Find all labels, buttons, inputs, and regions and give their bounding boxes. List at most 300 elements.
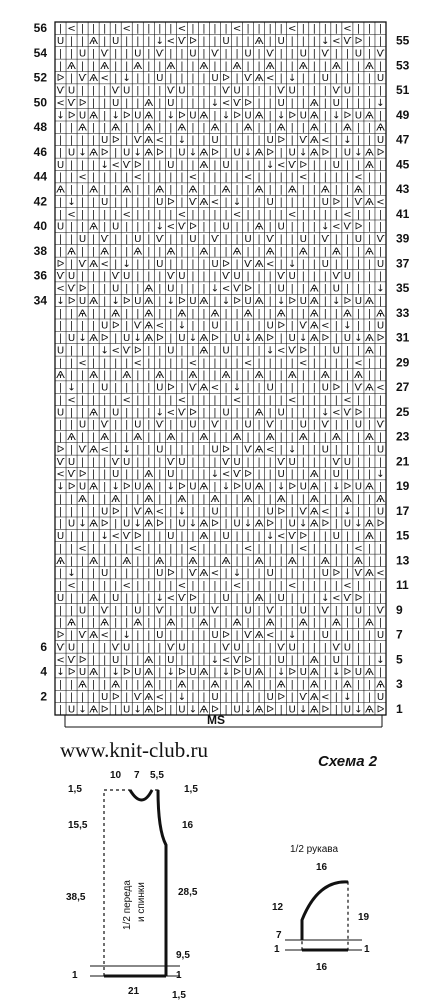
- stitch-symbol: |: [147, 543, 151, 555]
- stitch-symbol: |: [147, 209, 151, 221]
- stitch-symbol: |: [180, 432, 184, 444]
- stitch-symbol: |: [202, 469, 206, 481]
- stitch-symbol: ↓: [111, 667, 120, 679]
- stitch-symbol: |: [213, 580, 217, 592]
- stitch-symbol: |: [80, 617, 85, 629]
- stitch-symbol: |: [213, 159, 217, 171]
- stitch-symbol: |: [345, 531, 350, 543]
- stitch-symbol: |: [279, 209, 283, 221]
- stitch-symbol: ↓: [133, 704, 142, 716]
- stitch-symbol: |: [202, 407, 206, 419]
- stitch-symbol: |: [147, 419, 151, 431]
- stitch-symbol: ↓: [210, 469, 220, 481]
- stitch-symbol: |: [180, 382, 184, 394]
- stitch-symbol: |: [312, 580, 316, 592]
- stitch-symbol: Ѧ: [89, 147, 99, 159]
- body-caption-line2: и спинки: [136, 882, 147, 922]
- stitch-symbol: ᐅ: [122, 295, 131, 307]
- stitch-symbol: Ѧ: [122, 555, 132, 567]
- stitch-symbol: |: [356, 122, 361, 134]
- stitch-symbol: |: [235, 308, 239, 320]
- stitch-symbol: ↓: [78, 518, 87, 530]
- stitch-symbol: Ѵ: [266, 605, 275, 617]
- stitch-symbol: |: [58, 122, 63, 134]
- stitch-symbol: |: [69, 48, 74, 60]
- stitch-symbol: |: [268, 110, 272, 122]
- stitch-symbol: |: [323, 679, 328, 691]
- stitch-symbol: |: [69, 357, 74, 369]
- stitch-symbol: |: [136, 85, 140, 97]
- stitch-symbol: |: [323, 122, 328, 134]
- stitch-symbol: Ѵ: [321, 419, 330, 431]
- stitch-symbol: ᐅ: [233, 481, 241, 493]
- stitch-symbol: U: [321, 73, 329, 85]
- stitch-symbol: |: [102, 407, 107, 419]
- stitch-symbol: |: [213, 221, 217, 233]
- body-left-dim-3: 38,5: [66, 892, 86, 903]
- stitch-symbol: |: [268, 592, 272, 604]
- stitch-symbol: ᐅ: [78, 654, 87, 666]
- stitch-symbol: |: [323, 357, 328, 369]
- row-number-left: 38: [33, 243, 47, 258]
- stitch-symbol: |: [257, 308, 261, 320]
- stitch-symbol: |: [147, 568, 151, 580]
- stitch-symbol: |: [290, 122, 294, 134]
- stitch-symbol: |: [378, 432, 383, 444]
- stitch-symbol: |: [136, 679, 140, 691]
- stitch-symbol: |: [102, 283, 107, 295]
- stitch-symbol: ᐅ: [56, 444, 65, 456]
- row-number-left: 48: [33, 120, 47, 135]
- stitch-symbol: ↓: [221, 481, 231, 493]
- stitch-symbol: |: [312, 48, 316, 60]
- stitch-symbol: |: [356, 73, 361, 85]
- row-number-right: 7: [396, 627, 403, 642]
- stitch-symbol: |: [323, 110, 328, 122]
- stitch-symbol: |: [69, 234, 74, 246]
- stitch-symbol: |: [367, 691, 372, 703]
- stitch-symbol: |: [279, 60, 283, 72]
- stitch-symbol: Ѧ: [309, 506, 319, 518]
- stitch-symbol: <: [332, 407, 341, 419]
- stitch-symbol: Ѧ: [309, 320, 319, 332]
- stitch-symbol: Ѧ: [376, 679, 385, 691]
- stitch-symbol: Ѧ: [133, 60, 143, 72]
- stitch-symbol: |: [257, 85, 261, 97]
- stitch-symbol: |: [80, 568, 85, 580]
- stitch-symbol: |: [102, 357, 107, 369]
- stitch-symbol: |: [191, 506, 195, 518]
- stitch-symbol: U: [244, 48, 252, 60]
- stitch-symbol: |: [257, 506, 261, 518]
- stitch-symbol: |: [191, 209, 195, 221]
- stitch-symbol: |: [213, 271, 217, 283]
- stitch-symbol: ᐅ: [155, 147, 164, 159]
- stitch-symbol: Ѵ: [133, 506, 142, 518]
- stitch-symbol: Ѧ: [111, 122, 121, 134]
- stitch-symbol: |: [279, 444, 283, 456]
- stitch-symbol: <: [221, 654, 231, 666]
- stitch-symbol: |: [191, 246, 195, 258]
- stitch-symbol: |: [147, 407, 151, 419]
- stitch-symbol: |: [356, 654, 361, 666]
- stitch-symbol: |: [58, 419, 63, 431]
- stitch-symbol: <: [243, 543, 253, 555]
- stitch-symbol: <: [67, 23, 76, 35]
- stitch-symbol: Ѧ: [89, 110, 99, 122]
- stitch-symbol: |: [91, 605, 96, 617]
- stitch-symbol: Ѧ: [298, 246, 308, 258]
- stitch-symbol: |: [58, 568, 63, 580]
- stitch-symbol: Ѵ: [67, 469, 76, 481]
- stitch-symbol: <: [288, 394, 297, 406]
- stitch-symbol: U: [266, 196, 274, 208]
- stitch-symbol: Ѧ: [331, 246, 341, 258]
- stitch-symbol: |: [312, 23, 316, 35]
- stitch-symbol: U: [178, 518, 186, 530]
- stitch-symbol: U: [288, 85, 296, 97]
- stitch-symbol: U: [134, 110, 142, 122]
- stitch-symbol: |: [378, 407, 383, 419]
- stitch-symbol: |: [91, 679, 96, 691]
- stitch-symbol: U: [100, 568, 109, 580]
- stitch-symbol: |: [378, 23, 383, 35]
- stitch-symbol: ᐅ: [100, 704, 109, 716]
- stitch-symbol: |: [180, 370, 184, 382]
- stitch-symbol: |: [147, 258, 151, 270]
- stitch-symbol: ᐅ: [155, 518, 164, 530]
- stitch-symbol: Ѧ: [89, 258, 99, 270]
- stitch-symbol: Ѧ: [309, 493, 319, 505]
- stitch-symbol: Ѧ: [365, 704, 374, 716]
- stitch-symbol: U: [332, 531, 341, 543]
- stitch-symbol: |: [125, 36, 129, 48]
- stitch-symbol: |: [91, 357, 96, 369]
- stitch-symbol: |: [202, 209, 206, 221]
- stitch-symbol: U: [211, 630, 219, 642]
- stitch-symbol: |: [246, 209, 250, 221]
- stitch-symbol: ↓: [177, 506, 187, 518]
- stitch-symbol: Ѧ: [243, 493, 253, 505]
- stitch-symbol: U: [178, 85, 186, 97]
- stitch-symbol: |: [268, 36, 272, 48]
- stitch-symbol: Ѧ: [331, 60, 341, 72]
- stitch-symbol: |: [345, 184, 350, 196]
- stitch-symbol: |: [301, 283, 305, 295]
- stitch-symbol: <: [177, 580, 187, 592]
- stitch-symbol: |: [180, 630, 184, 642]
- row-number-right: 19: [396, 479, 410, 494]
- stitch-symbol: Ѧ: [199, 481, 209, 493]
- stitch-symbol: Ѵ: [67, 97, 76, 109]
- stitch-symbol: |: [312, 234, 316, 246]
- stitch-symbol: <: [243, 357, 253, 369]
- stitch-symbol: |: [169, 48, 173, 60]
- stitch-symbol: Ѵ: [266, 234, 275, 246]
- stitch-symbol: |: [102, 97, 107, 109]
- stitch-symbol: ᐅ: [244, 469, 252, 481]
- stitch-symbol: ↓: [188, 147, 198, 159]
- stitch-symbol: |: [323, 432, 328, 444]
- stitch-symbol: |: [257, 469, 261, 481]
- stitch-symbol: |: [158, 23, 162, 35]
- stitch-symbol: |: [69, 135, 74, 147]
- stitch-symbol: |: [202, 691, 206, 703]
- stitch-symbol: Ѵ: [277, 642, 286, 654]
- stitch-symbol: |: [102, 209, 107, 221]
- stitch-symbol: Ѧ: [365, 432, 374, 444]
- stitch-symbol: ↓: [133, 147, 142, 159]
- stitch-symbol: |: [279, 568, 283, 580]
- stitch-symbol: Ѧ: [144, 654, 154, 666]
- stitch-symbol: |: [69, 691, 74, 703]
- stitch-symbol: Ѧ: [133, 432, 143, 444]
- stitch-symbol: ↓: [155, 36, 165, 48]
- stitch-symbol: |: [378, 110, 383, 122]
- stitch-symbol: |: [202, 85, 206, 97]
- stitch-symbol: <: [343, 580, 352, 592]
- stitch-symbol: U: [321, 258, 329, 270]
- stitch-symbol: ↓: [78, 704, 87, 716]
- stitch-symbol: U: [332, 654, 341, 666]
- stitch-symbol: <: [111, 159, 120, 171]
- stitch-symbol: |: [367, 654, 372, 666]
- stitch-symbol: ᐅ: [67, 295, 76, 307]
- stitch-symbol: |: [257, 209, 261, 221]
- stitch-symbol: |: [312, 184, 316, 196]
- stitch-symbol: <: [232, 23, 242, 35]
- stitch-symbol: <: [232, 580, 242, 592]
- stitch-symbol: ᐅ: [332, 382, 341, 394]
- stitch-symbol: ↓: [100, 345, 109, 357]
- stitch-symbol: U: [299, 234, 307, 246]
- stitch-symbol: |: [367, 469, 372, 481]
- stitch-symbol: |: [158, 667, 162, 679]
- stitch-symbol: |: [125, 617, 129, 629]
- stitch-symbol: |: [268, 654, 272, 666]
- stitch-symbol: |: [235, 493, 239, 505]
- stitch-symbol: |: [312, 258, 316, 270]
- stitch-symbol: |: [191, 531, 195, 543]
- stitch-symbol: |: [158, 394, 162, 406]
- stitch-symbol: |: [268, 469, 272, 481]
- stitch-symbol: U: [112, 407, 120, 419]
- stitch-symbol: Ѧ: [365, 147, 374, 159]
- stitch-symbol: U: [78, 48, 87, 60]
- stitch-symbol: |: [290, 432, 294, 444]
- row-number-right: 51: [396, 83, 410, 98]
- stitch-symbol: |: [257, 419, 261, 431]
- stitch-symbol: |: [58, 172, 63, 184]
- stitch-symbol: U: [100, 196, 109, 208]
- stitch-symbol: |: [224, 382, 228, 394]
- stitch-symbol: |: [301, 271, 305, 283]
- stitch-symbol: |: [356, 345, 361, 357]
- stitch-symbol: U: [288, 704, 296, 716]
- stitch-symbol: |: [268, 493, 272, 505]
- stitch-symbol: U: [134, 48, 142, 60]
- stitch-symbol: U: [299, 481, 307, 493]
- stitch-symbol: |: [158, 357, 162, 369]
- stitch-symbol: |: [147, 159, 151, 171]
- stitch-symbol: |: [268, 172, 272, 184]
- stitch-symbol: Ѧ: [67, 432, 76, 444]
- stitch-symbol: |: [367, 172, 372, 184]
- stitch-symbol: ᐅ: [321, 704, 330, 716]
- stitch-symbol: |: [69, 221, 74, 233]
- stitch-symbol: |: [58, 246, 63, 258]
- stitch-symbol: Ѧ: [177, 308, 187, 320]
- stitch-symbol: U: [343, 456, 352, 468]
- stitch-symbol: U: [189, 48, 197, 60]
- stitch-symbol: <: [343, 23, 352, 35]
- stitch-symbol: ↓: [100, 159, 109, 171]
- stitch-symbol: U: [134, 605, 142, 617]
- stitch-symbol: |: [235, 345, 239, 357]
- stitch-symbol: |: [378, 159, 383, 171]
- row-number-right: 21: [396, 454, 410, 469]
- stitch-symbol: |: [345, 196, 350, 208]
- stitch-symbol: |: [102, 580, 107, 592]
- stitch-symbol: ᐅ: [189, 36, 197, 48]
- stitch-symbol: Ѧ: [144, 481, 154, 493]
- stitch-symbol: |: [356, 23, 361, 35]
- stitch-symbol: |: [323, 209, 328, 221]
- stitch-symbol: U: [332, 159, 341, 171]
- stitch-symbol: |: [312, 555, 316, 567]
- stitch-symbol: |: [235, 370, 239, 382]
- stitch-symbol: |: [235, 605, 239, 617]
- stitch-symbol: |: [323, 617, 328, 629]
- stitch-symbol: |: [235, 73, 239, 85]
- stitch-symbol: |: [147, 456, 151, 468]
- stitch-symbol: Ѧ: [254, 258, 264, 270]
- stitch-symbol: |: [279, 382, 283, 394]
- stitch-symbol: |: [136, 122, 140, 134]
- stitch-symbol: Ѧ: [89, 704, 99, 716]
- stitch-symbol: |: [224, 419, 228, 431]
- stitch-symbol: Ѧ: [144, 704, 154, 716]
- stitch-symbol: |: [202, 283, 206, 295]
- stitch-symbol: |: [91, 97, 96, 109]
- stitch-symbol: U: [277, 469, 285, 481]
- stitch-symbol: |: [147, 246, 151, 258]
- stitch-symbol: |: [147, 234, 151, 246]
- stitch-symbol: |: [323, 283, 328, 295]
- stitch-symbol: Ѧ: [276, 493, 286, 505]
- stitch-symbol: |: [169, 135, 173, 147]
- stitch-symbol: Ѵ: [343, 36, 352, 48]
- stitch-symbol: |: [378, 271, 383, 283]
- stitch-symbol: |: [113, 209, 118, 221]
- stitch-symbol: U: [100, 382, 109, 394]
- stitch-symbol: |: [345, 630, 350, 642]
- stitch-symbol: |: [312, 357, 316, 369]
- stitch-symbol: |: [80, 555, 85, 567]
- stitch-symbol: ↓: [133, 333, 142, 345]
- row-number-left: 50: [33, 95, 47, 110]
- stitch-symbol: |: [345, 246, 350, 258]
- stitch-symbol: |: [91, 345, 96, 357]
- stitch-symbol: U: [354, 110, 363, 122]
- stitch-symbol: |: [224, 209, 228, 221]
- stitch-symbol: U: [233, 456, 241, 468]
- stitch-symbol: Ѧ: [166, 617, 176, 629]
- stitch-symbol: |: [268, 308, 272, 320]
- stitch-symbol: |: [69, 592, 74, 604]
- stitch-symbol: |: [301, 370, 305, 382]
- stitch-symbol: |: [246, 531, 250, 543]
- stitch-symbol: ↓: [78, 333, 87, 345]
- stitch-symbol: Ѧ: [342, 493, 352, 505]
- stitch-symbol: |: [246, 456, 250, 468]
- stitch-symbol: U: [266, 320, 274, 332]
- stitch-symbol: |: [180, 196, 184, 208]
- stitch-symbol: Ѧ: [365, 531, 374, 543]
- stitch-symbol: |: [202, 543, 206, 555]
- stitch-symbol: ↓: [122, 444, 131, 456]
- stitch-symbol: Ѵ: [354, 382, 363, 394]
- stitch-symbol: |: [246, 617, 250, 629]
- stitch-symbol: |: [378, 617, 383, 629]
- body-right-dim-4: 9,5: [176, 950, 190, 961]
- stitch-symbol: Ѵ: [177, 221, 186, 233]
- stitch-symbol: |: [102, 308, 107, 320]
- stitch-symbol: U: [67, 642, 76, 654]
- stitch-symbol: |: [356, 531, 361, 543]
- stitch-symbol: U: [189, 605, 197, 617]
- stitch-symbol: U: [156, 73, 164, 85]
- stitch-symbol: |: [102, 493, 107, 505]
- stitch-symbol: ↓: [332, 110, 341, 122]
- stitch-symbol: ↓: [243, 333, 253, 345]
- stitch-symbol: |: [279, 704, 283, 716]
- stitch-symbol: Ѧ: [309, 333, 319, 345]
- stitch-symbol: |: [191, 258, 195, 270]
- stitch-symbol: ↓: [343, 506, 352, 518]
- stitch-symbol: |: [202, 654, 206, 666]
- stitch-symbol: Ѧ: [199, 333, 209, 345]
- stitch-symbol: |: [91, 234, 96, 246]
- stitch-symbol: |: [367, 184, 372, 196]
- stitch-symbol: <: [354, 172, 363, 184]
- stitch-symbol: |: [268, 580, 272, 592]
- stitch-symbol: Ѧ: [276, 122, 286, 134]
- stitch-symbol: Ѧ: [309, 469, 319, 481]
- stitch-symbol: |: [136, 184, 140, 196]
- stitch-symbol: U: [123, 271, 131, 283]
- stitch-symbol: |: [334, 122, 339, 134]
- stitch-symbol: U: [123, 333, 131, 345]
- stitch-symbol: |: [58, 691, 63, 703]
- stitch-symbol: ↓: [188, 704, 198, 716]
- stitch-symbol: ᐅ: [111, 135, 120, 147]
- stitch-symbol: ᐅ: [122, 110, 131, 122]
- stitch-symbol: Ѧ: [144, 493, 154, 505]
- stitch-symbol: |: [334, 234, 339, 246]
- stitch-symbol: |: [125, 432, 129, 444]
- stitch-symbol: U: [288, 147, 296, 159]
- stitch-symbol: |: [125, 382, 129, 394]
- stitch-symbol: ↓: [343, 691, 352, 703]
- stitch-symbol: |: [345, 283, 350, 295]
- stitch-symbol: |: [80, 506, 85, 518]
- stitch-symbol: |: [125, 196, 129, 208]
- stitch-symbol: <: [166, 36, 176, 48]
- stitch-symbol: |: [312, 246, 316, 258]
- stitch-symbol: |: [191, 85, 195, 97]
- stitch-symbol: |: [334, 172, 339, 184]
